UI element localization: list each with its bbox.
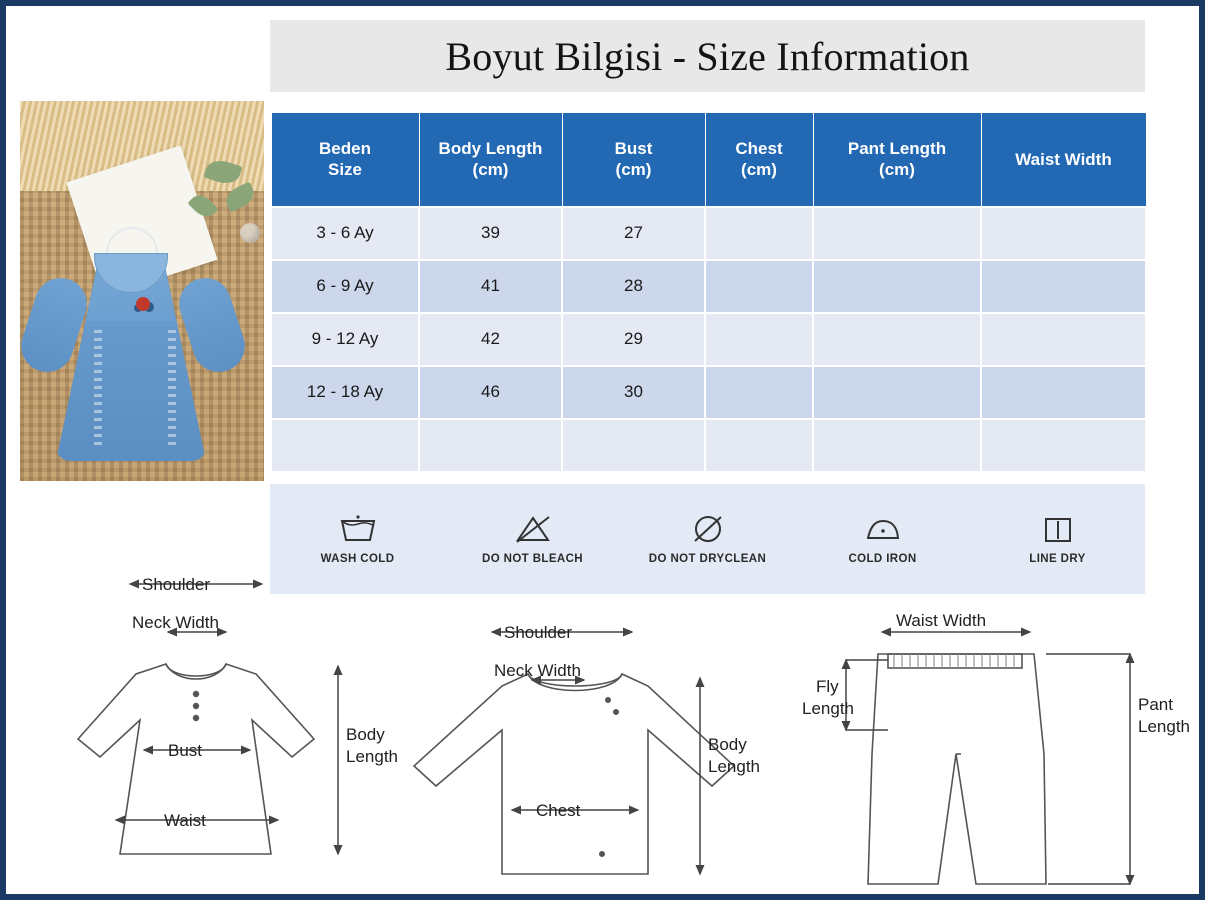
top-label-body-length-1: Body — [708, 735, 747, 754]
cell-waist-width — [981, 260, 1146, 313]
table-header-row — [271, 113, 1146, 207]
page-title-bar — [270, 20, 1145, 92]
cell-pant-length — [813, 313, 981, 366]
care-label: COLD IRON — [848, 553, 917, 565]
column-header-waist-width: Waist Width — [981, 113, 1146, 207]
do-not-dryclean-icon — [687, 513, 729, 545]
product-photo — [20, 101, 264, 481]
pants-label-pant-length-2: Length — [1138, 717, 1190, 736]
cell-chest — [705, 366, 813, 419]
column-header-bust: Bust (cm) — [562, 113, 705, 207]
pants-diagram — [868, 654, 1046, 884]
cell-pant-length — [813, 207, 981, 260]
cold-iron-icon — [862, 513, 904, 545]
dress-label-neck-width: Neck Width — [132, 613, 219, 632]
dress-label-body-length-2: Length — [346, 747, 398, 766]
dress-label-waist: Waist — [164, 811, 206, 830]
dress-ruffle — [168, 325, 176, 445]
cell-bust — [562, 419, 705, 472]
cell-pant-length — [813, 366, 981, 419]
dress-label-bust: Bust — [168, 741, 203, 760]
waistband-hatch — [894, 654, 1014, 668]
cell-waist-width — [981, 313, 1146, 366]
line-dry-icon — [1037, 513, 1079, 545]
cell-bust: 30 — [562, 366, 705, 419]
measurement-diagrams — [16, 554, 1196, 894]
top-label-neck-width: Neck Width — [494, 661, 581, 680]
cell-body-length — [419, 419, 562, 472]
pants-label-waist-width: Waist Width — [896, 611, 987, 630]
care-label: LINE DRY — [1029, 553, 1086, 565]
cell-chest — [705, 260, 813, 313]
care-label: DO NOT BLEACH — [481, 553, 584, 565]
size-table — [270, 112, 1147, 473]
diagrams-svg — [16, 554, 1196, 894]
table-row — [271, 313, 1146, 366]
cell-waist-width — [981, 419, 1146, 472]
care-label: DO NOT DRYCLEAN — [648, 553, 767, 565]
do-not-bleach-icon — [512, 513, 554, 545]
page-title: Boyut Bilgisi - Size Information — [445, 33, 970, 79]
wash-cold-icon — [337, 513, 379, 545]
cell-chest — [705, 207, 813, 260]
cell-size — [271, 419, 419, 472]
table-row — [271, 207, 1146, 260]
cell-waist-width — [981, 207, 1146, 260]
top-label-body-length-2: Length — [708, 757, 760, 776]
pants-label-fly-length-1: Fly — [816, 677, 839, 696]
column-header-size: Beden Size — [271, 113, 419, 207]
top-diagram — [414, 674, 734, 874]
pants-dimension-lines — [846, 632, 1130, 884]
cell-body-length: 42 — [419, 313, 562, 366]
table-row — [271, 419, 1146, 472]
top-label-chest: Chest — [536, 801, 581, 820]
cell-waist-width — [981, 366, 1146, 419]
cell-bust: 29 — [562, 313, 705, 366]
pants-label-fly-length-2: Length — [802, 699, 854, 718]
table-row — [271, 260, 1146, 313]
dress-label-shoulder: Shoulder — [142, 575, 211, 594]
cell-size: 9 - 12 Ay — [271, 313, 419, 366]
cell-size: 6 - 9 Ay — [271, 260, 419, 313]
cell-body-length: 41 — [419, 260, 562, 313]
cell-body-length: 46 — [419, 366, 562, 419]
dress-ruffle — [94, 325, 102, 445]
dress-label-body-length-1: Body — [346, 725, 385, 744]
top-label-shoulder: Shoulder — [504, 623, 573, 642]
column-header-chest: Chest (cm) — [705, 113, 813, 207]
pants-label-pant-length-1: Pant — [1138, 695, 1173, 714]
care-label: WASH COLD — [320, 553, 395, 565]
cell-size: 3 - 6 Ay — [271, 207, 419, 260]
flower-embroidery — [136, 297, 150, 311]
cell-bust: 28 — [562, 260, 705, 313]
cell-bust: 27 — [562, 207, 705, 260]
cell-body-length: 39 — [419, 207, 562, 260]
column-header-pant-length: Pant Length (cm) — [813, 113, 981, 207]
size-table-wrapper — [270, 112, 1145, 473]
table-row — [271, 366, 1146, 419]
bead-decor — [240, 223, 260, 243]
cell-chest — [705, 313, 813, 366]
cell-pant-length — [813, 419, 981, 472]
cell-pant-length — [813, 260, 981, 313]
cell-size: 12 - 18 Ay — [271, 366, 419, 419]
column-header-body-length: Body Length (cm) — [419, 113, 562, 207]
cell-chest — [705, 419, 813, 472]
